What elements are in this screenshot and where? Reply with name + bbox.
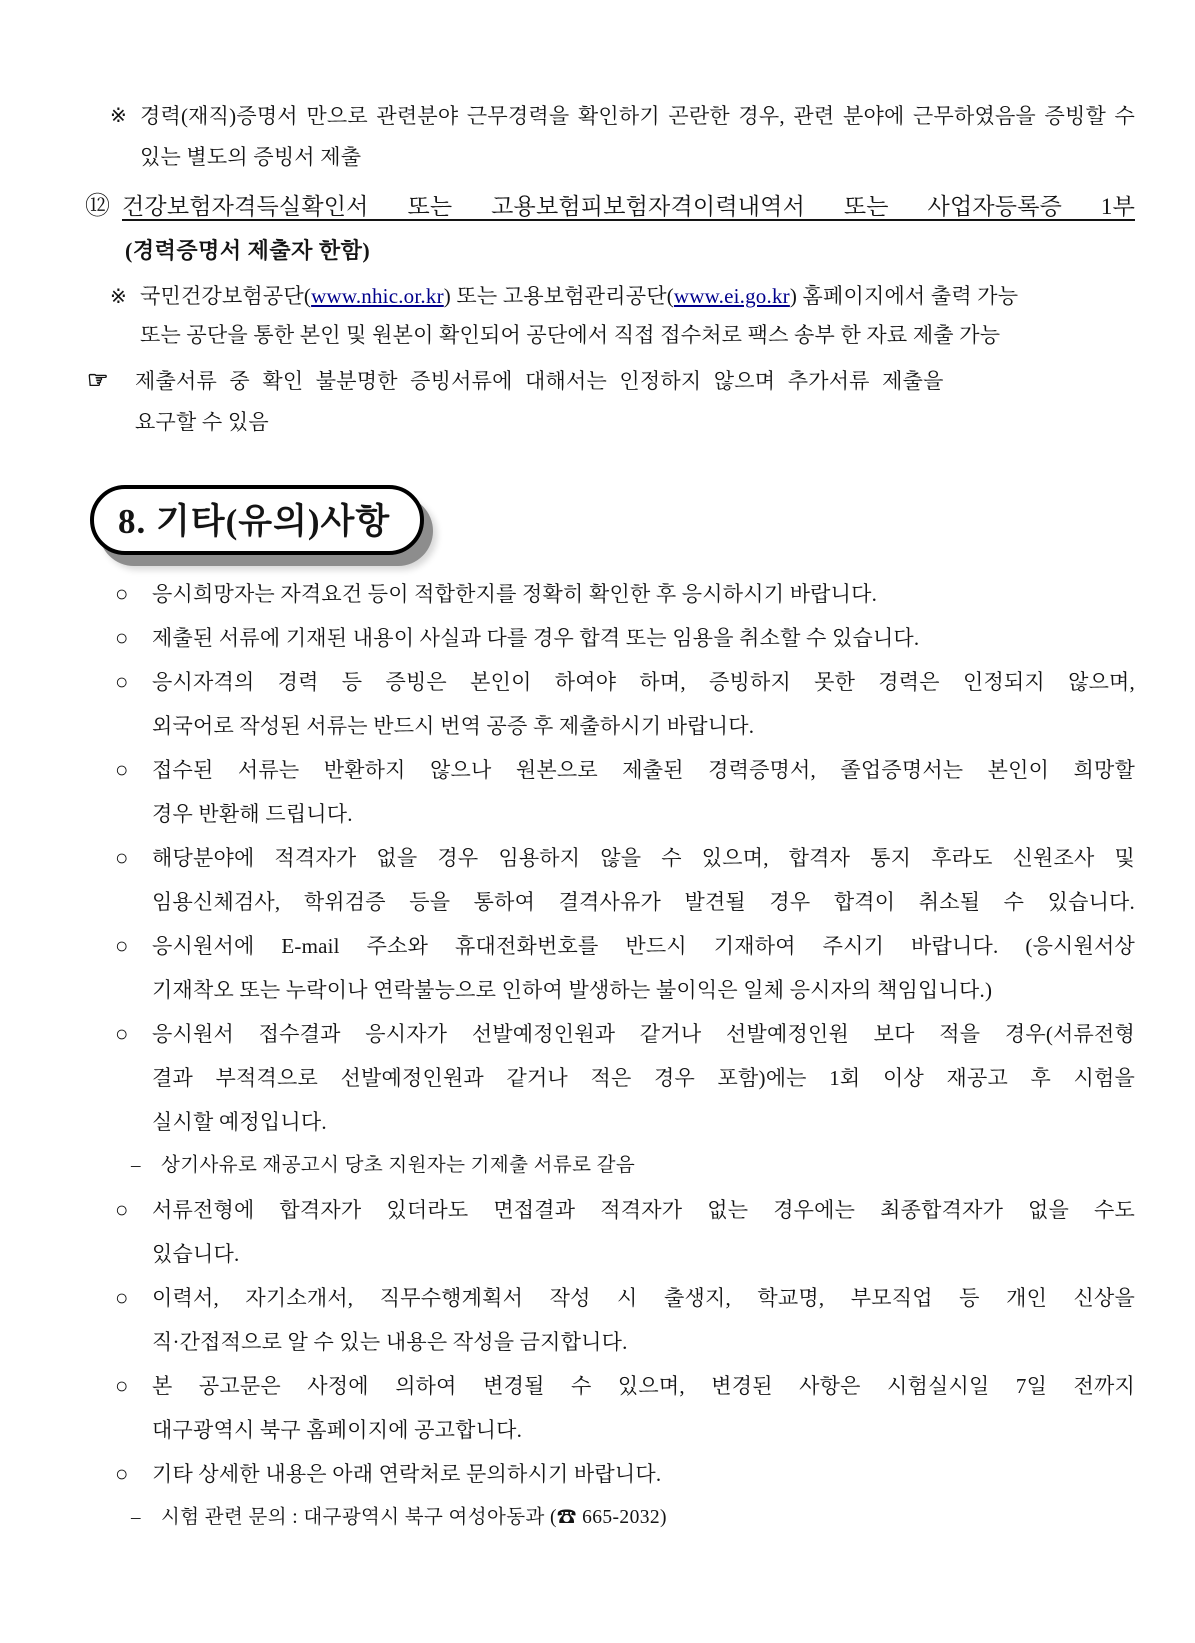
notice-line: 기타 상세한 내용은 아래 연락처로 문의하시기 바랍니다. [152,1462,662,1486]
circle-bullet-icon: ○ [115,1285,129,1310]
circle-bullet-icon: ○ [115,1021,129,1046]
note-text: 국민건강보험공단( [140,284,312,308]
circled-12-icon: ⑫ [85,193,111,220]
circle-bullet-icon: ○ [115,581,129,606]
note-line: 또는 공단을 통한 본인 및 원본이 확인되어 공단에서 직접 접수처로 팩스 송부 한 자료 제출 가능 [140,323,1001,347]
reference-mark-icon: ※ [110,286,127,308]
notice-line: 외국어로 작성된 서류는 반드시 번역 공증 후 제출하시기 바랍니다. [152,714,755,738]
notice-line: 임용신체검사, 학위검증 등을 통하여 결격사유가 발견될 경우 합격이 취소될 수 있습니다. [152,890,1135,914]
note-line: 경력(재직)증명서 만으로 관련분야 근무경력을 확인하기 곤란한 경우, 관련 분야에 근무하였음을 증빙할 수 [140,104,1135,128]
circle-bullet-icon: ○ [115,1373,129,1398]
item-12-subtitle: (경력증명서 제출자 한함) [125,238,371,263]
notice-line: 서류전형에 합격자가 있더라도 면접결과 적격자가 없는 경우에는 최종합격자가 없을 수도 [152,1198,1135,1222]
notice-line: 있습니다. [152,1242,240,1266]
notice-line: 대구광역시 북구 홈페이지에 공고합니다. [152,1418,523,1442]
notice-line: 결과 부적격으로 선발예정인원과 같거나 적은 경우 포함)에는 1회 이상 재공고 후 시험을 [152,1066,1135,1090]
notice-item [85,1188,1135,1276]
section-8-heading-badge [90,485,424,555]
notice-line: 해당분야에 적격자가 없을 경우 임용하지 않을 수 있으며, 합격자 통지 후라도 신원조사 및 [152,846,1135,870]
notice-line: 응시원서 접수결과 응시자가 선발예정인원과 같거나 선발예정인원 보다 적을 경우(서류전형 [152,1022,1135,1046]
ei-website-link[interactable]: www.ei.go.kr [673,284,790,308]
circle-bullet-icon: ○ [115,757,129,782]
notice-line: 실시할 예정입니다. [152,1110,327,1134]
notice-line: 접수된 서류는 반환하지 않으나 원본으로 제출된 경력증명서, 졸업증명서는 본인이 희망할 [152,758,1135,782]
note-line: 있는 별도의 증빙서 제출 [140,145,362,169]
notice-item [85,1452,1135,1496]
section-8-notice-list [85,572,1135,1540]
sub-note-line: 상기사유로 재공고시 당초 지원자는 기제출 서류로 갈음 [161,1155,636,1176]
document-content [0,96,1195,1540]
notice-item [85,572,1135,616]
sub-note-item [85,1144,1135,1188]
notice-line: 본 공고문은 사정에 의하여 변경될 수 있으며, 변경된 사항은 시험실시일 7일 전까지 [152,1374,1135,1398]
note-insurance-websites [85,277,1135,355]
note-text: ) 또는 고용보험관리공단( [443,284,674,308]
dash-bullet-icon: – [131,1507,141,1528]
notice-item [85,660,1135,748]
note-line [140,277,1135,316]
item-12-title: 건강보험자격득실확인서 또는 고용보험피보험자격이력내역서 또는 사업자등록증 1부 [122,194,1135,219]
notice-line: 응시희망자는 자격요건 등이 적합한지를 정확히 확인한 후 응시하시기 바랍니다. [152,582,878,606]
notice-line: 응시자격의 경력 등 증빙은 본인이 하여야 하며, 증빙하지 못한 경력은 인정되지 않으며, [152,670,1135,694]
notice-line: 제출된 서류에 기재된 내용이 사실과 다를 경우 합격 또는 임용을 취소할 수 있습니다. [152,626,920,650]
notice-line: 직·간접적으로 알 수 있는 내용은 작성을 금지합니다. [152,1330,628,1354]
contact-info-line: 시험 관련 문의 : 대구광역시 북구 여성아동과 (☎ 665-2032) [161,1507,667,1528]
section-8-heading: 8. 기타(유의)사항 [90,485,424,555]
reference-mark-icon: ※ [110,105,127,127]
dash-bullet-icon: – [131,1155,141,1176]
note-submission-warning [85,361,1135,443]
notice-item [85,1364,1135,1452]
notice-item [85,1012,1135,1144]
circle-bullet-icon: ○ [115,625,129,650]
notice-item [85,748,1135,836]
note-career-certificate [85,96,1135,178]
notice-line: 응시원서에 E-mail 주소와 휴대전화번호를 반드시 기재하여 주시기 바랍니다. (응시원서상 [152,934,1135,958]
circle-bullet-icon: ○ [115,669,129,694]
note-line: 요구할 수 있음 [135,410,269,434]
pointing-hand-icon: ☞ [87,368,109,394]
circle-bullet-icon: ○ [115,845,129,870]
notice-item [85,616,1135,660]
circle-bullet-icon: ○ [115,1197,129,1222]
note-text: ) 홈페이지에서 출력 가능 [789,284,1019,308]
circle-bullet-icon: ○ [115,1461,129,1486]
circle-bullet-icon: ○ [115,933,129,958]
nhic-website-link[interactable]: www.nhic.or.kr [311,284,444,308]
notice-item [85,1276,1135,1364]
item-12-required-document [85,184,1135,230]
contact-info-item [85,1496,1135,1540]
notice-item [85,924,1135,1012]
notice-item [85,836,1135,924]
notice-line: 기재착오 또는 누락이나 연락불능으로 인하여 발생하는 불이익은 일체 응시자의 책임입니다.) [152,978,993,1002]
notice-line: 경우 반환해 드립니다. [152,802,353,826]
note-line: 제출서류 중 확인 불분명한 증빙서류에 대해서는 인정하지 않으며 추가서류 제출을 [135,369,944,393]
notice-line: 이력서, 자기소개서, 직무수행계획서 작성 시 출생지, 학교명, 부모직업 등 개인 신상을 [152,1286,1135,1310]
